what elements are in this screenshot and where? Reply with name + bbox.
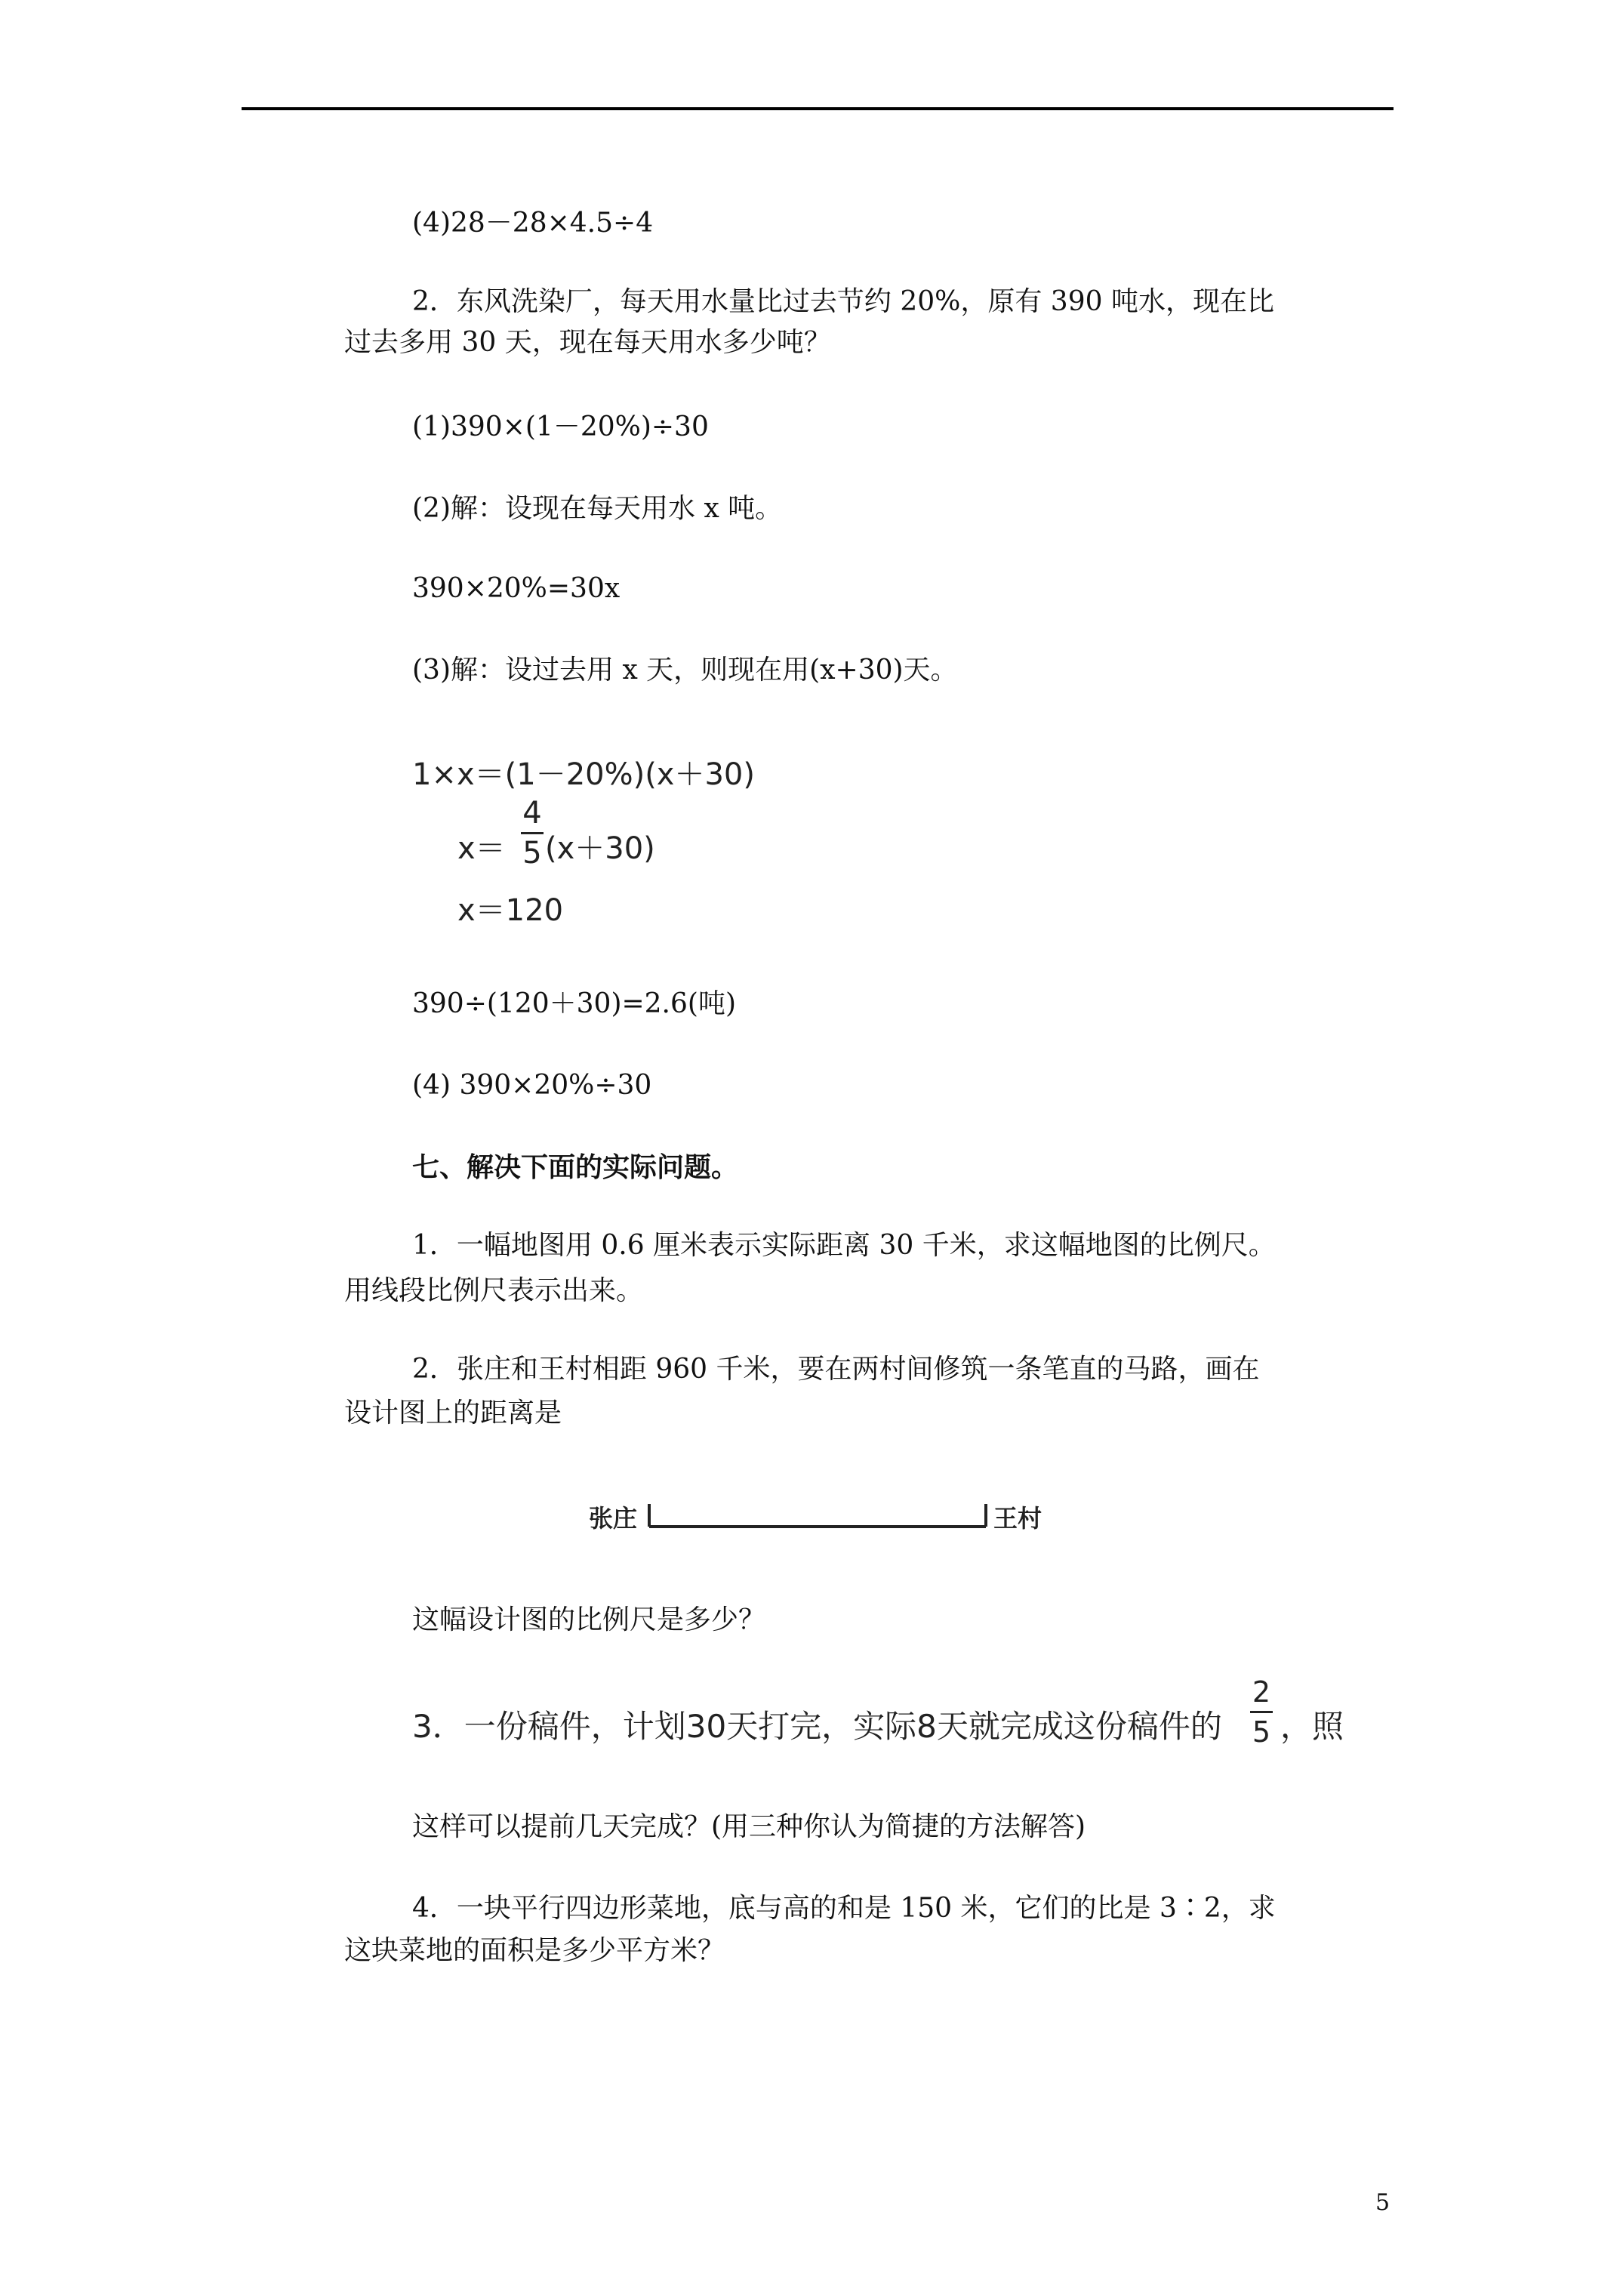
equation-line-1: 1×x＝(1－20%)(x＋30) <box>412 757 755 792</box>
text-line: 390×20%=30x <box>412 573 621 604</box>
text-line: (1)390×(1－20%)÷30 <box>412 411 709 442</box>
fraction-bar <box>521 832 544 834</box>
road-segment <box>646 1501 989 1531</box>
fraction-numerator: 4 <box>522 796 542 831</box>
problem-4-line-2: 这块菜地的面积是多少平方米？ <box>344 1935 725 1966</box>
problem-3-text: 3．一份稿件，计划30天打完，实际8天就完成这份稿件的 <box>412 1708 1222 1745</box>
problem-1-line-2: 用线段比例尺表示出来。 <box>344 1275 644 1306</box>
fraction-denominator: 5 <box>522 836 542 871</box>
problem-1-line-1: 1．一幅地图用 0.6 厘米表示实际距离 30 千米，求这幅地图的比例尺。 <box>412 1230 1276 1261</box>
fraction-denominator: 5 <box>1252 1715 1271 1749</box>
problem-4-line-1: 4．一块平行四边形菜地，底与高的和是 150 米，它们的比是 3∶2，求 <box>412 1893 1276 1924</box>
problem-3-tail: ，照 <box>1280 1708 1344 1745</box>
text-line: (4)28－28×4.5÷4 <box>412 208 654 239</box>
text-line: 这样可以提前几天完成？(用三种你认为简捷的方法解答) <box>412 1811 1086 1842</box>
equation-line-3: x＝120 <box>457 893 564 928</box>
fraction-numerator: 2 <box>1252 1675 1271 1709</box>
road-right-label: 王村 <box>993 1504 1042 1533</box>
text-line: (4) 390×20%÷30 <box>412 1070 652 1101</box>
problem-2b-line-2: 设计图上的距离是 <box>344 1398 562 1428</box>
problem-2-line-1: 2．东风洗染厂，每天用水量比过去节约 20%，原有 390 吨水，现在比 <box>412 286 1274 317</box>
road-left-label: 张庄 <box>589 1504 638 1533</box>
fraction-bar <box>1250 1711 1273 1713</box>
equation-line-2-lhs: x＝ <box>457 831 506 866</box>
text-line: 390÷(120＋30)=2.6(吨) <box>412 988 736 1019</box>
problem-2-line-2: 过去多用 30 天，现在每天用水多少吨？ <box>344 327 831 358</box>
page-number: 5 <box>1375 2190 1390 2216</box>
text-line: (3)解：设过去用 x 天，则现在用(x+30)天。 <box>412 655 958 686</box>
equation-fraction <box>521 796 544 871</box>
problem-3-fraction <box>1250 1675 1273 1749</box>
text-line: (2)解：设现在每天用水 x 吨。 <box>412 493 783 524</box>
equation-line-2-rhs: (x＋30) <box>545 831 655 866</box>
section-heading: 七、解决下面的实际问题。 <box>412 1151 739 1183</box>
header-rule <box>242 107 1394 110</box>
text-line: 这幅设计图的比例尺是多少？ <box>412 1604 766 1635</box>
problem-2b-line-1: 2．张庄和王村相距 960 千米，要在两村间修筑一条笔直的马路，画在 <box>412 1354 1260 1385</box>
